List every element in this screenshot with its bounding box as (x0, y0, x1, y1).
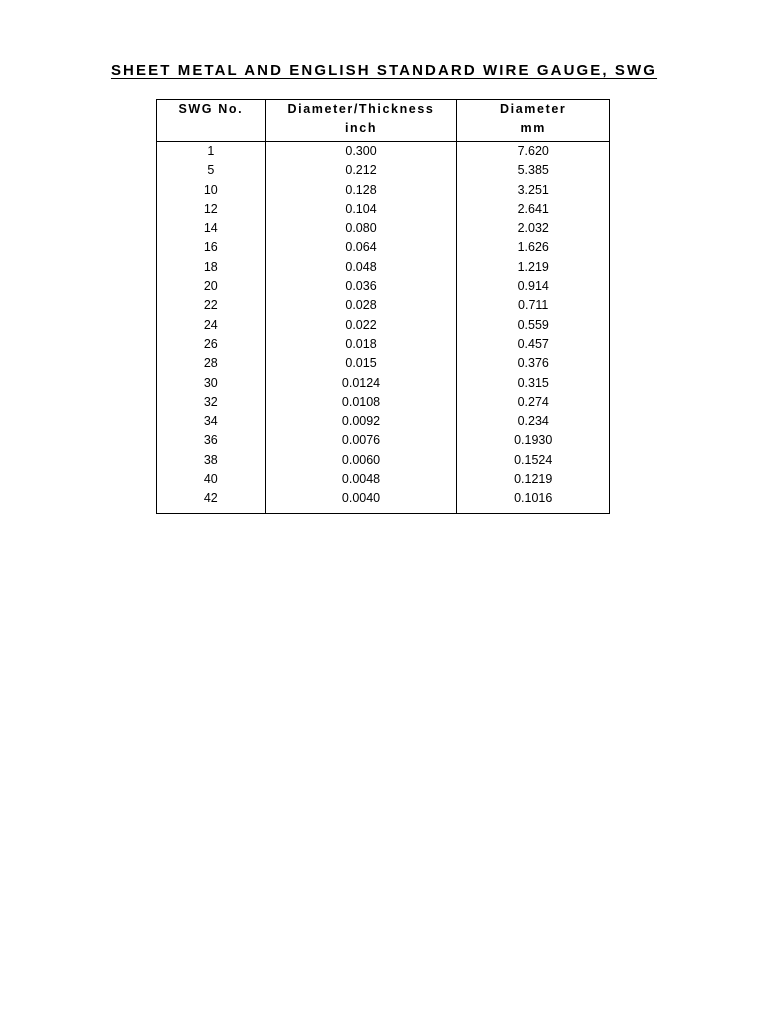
swg-no-cell: 16 (157, 238, 266, 257)
swg-no-cell: 32 (157, 393, 266, 412)
diameter-inch-cell: 0.212 (265, 161, 457, 180)
diameter-mm-cell: 0.1930 (457, 431, 610, 450)
diameter-inch-cell: 0.018 (265, 335, 457, 354)
diameter-mm-cell: 0.1219 (457, 470, 610, 489)
diameter-mm-cell: 0.457 (457, 335, 610, 354)
diameter-inch-cell: 0.048 (265, 258, 457, 277)
diameter-mm-cell: 0.1524 (457, 451, 610, 470)
swg-no-cell: 18 (157, 258, 266, 277)
diameter-mm-cell: 5.385 (457, 161, 610, 180)
table-row (157, 470, 610, 489)
table-header (157, 100, 610, 142)
swg-no-cell: 34 (157, 412, 266, 431)
swg-no-cell: 36 (157, 431, 266, 450)
diameter-inch-cell: 0.0124 (265, 374, 457, 393)
diameter-mm-cell: 7.620 (457, 142, 610, 162)
swg-no-cell: 12 (157, 200, 266, 219)
diameter-inch-cell: 0.0108 (265, 393, 457, 412)
diameter-mm-cell: 0.914 (457, 277, 610, 296)
table-row (157, 374, 610, 393)
swg-no-cell: 24 (157, 316, 266, 335)
table-row (157, 412, 610, 431)
swg-no-cell: 20 (157, 277, 266, 296)
swg-no-cell: 1 (157, 142, 266, 162)
header-swg-no-label: SWG No. (178, 102, 244, 116)
header-diameter-inch-label: Diameter/Thickness (287, 102, 435, 116)
table-row (157, 200, 610, 219)
header-diameter-mm-unit: mm (520, 121, 546, 135)
swg-table (156, 99, 610, 514)
diameter-inch-cell: 0.128 (265, 181, 457, 200)
diameter-mm-cell: 1.626 (457, 238, 610, 257)
diameter-inch-cell: 0.0040 (265, 489, 457, 513)
header-diameter-mm (457, 100, 610, 142)
table-row (157, 142, 610, 162)
diameter-inch-cell: 0.0076 (265, 431, 457, 450)
diameter-mm-cell: 0.234 (457, 412, 610, 431)
diameter-mm-cell: 0.274 (457, 393, 610, 412)
diameter-inch-cell: 0.104 (265, 200, 457, 219)
diameter-inch-cell: 0.300 (265, 142, 457, 162)
diameter-mm-cell: 0.1016 (457, 489, 610, 513)
swg-no-cell: 28 (157, 354, 266, 373)
diameter-mm-cell: 0.711 (457, 296, 610, 315)
table-row (157, 238, 610, 257)
diameter-inch-cell: 0.028 (265, 296, 457, 315)
diameter-mm-cell: 2.641 (457, 200, 610, 219)
diameter-mm-cell: 0.315 (457, 374, 610, 393)
header-row (157, 100, 610, 142)
diameter-inch-cell: 0.036 (265, 277, 457, 296)
table-row (157, 354, 610, 373)
swg-no-cell: 38 (157, 451, 266, 470)
header-swg-no (157, 100, 266, 142)
page-title: SHEET METAL AND ENGLISH STANDARD WIRE GAUGE, SWG (110, 62, 658, 79)
swg-no-cell: 26 (157, 335, 266, 354)
diameter-mm-cell: 2.032 (457, 219, 610, 238)
table-row (157, 181, 610, 200)
swg-no-cell: 14 (157, 219, 266, 238)
swg-no-cell: 40 (157, 470, 266, 489)
diameter-inch-cell: 0.064 (265, 238, 457, 257)
diameter-mm-cell: 0.559 (457, 316, 610, 335)
table-row (157, 316, 610, 335)
diameter-mm-cell: 0.376 (457, 354, 610, 373)
diameter-inch-cell: 0.022 (265, 316, 457, 335)
diameter-inch-cell: 0.080 (265, 219, 457, 238)
diameter-mm-cell: 1.219 (457, 258, 610, 277)
swg-no-cell: 22 (157, 296, 266, 315)
table-row (157, 393, 610, 412)
header-diameter-inch-unit: inch (344, 121, 378, 135)
diameter-inch-cell: 0.015 (265, 354, 457, 373)
header-diameter-inch (265, 100, 457, 142)
diameter-inch-cell: 0.0092 (265, 412, 457, 431)
table-row (157, 296, 610, 315)
swg-no-cell: 10 (157, 181, 266, 200)
diameter-inch-cell: 0.0060 (265, 451, 457, 470)
table-row (157, 451, 610, 470)
table-row (157, 489, 610, 513)
table-row (157, 161, 610, 180)
swg-no-cell: 30 (157, 374, 266, 393)
table-row (157, 219, 610, 238)
table-row (157, 258, 610, 277)
table-row (157, 335, 610, 354)
swg-no-cell: 42 (157, 489, 266, 513)
table-row (157, 277, 610, 296)
table-body (157, 142, 610, 514)
header-diameter-mm-label: Diameter (500, 102, 567, 116)
diameter-mm-cell: 3.251 (457, 181, 610, 200)
swg-no-cell: 5 (157, 161, 266, 180)
table-row (157, 431, 610, 450)
diameter-inch-cell: 0.0048 (265, 470, 457, 489)
